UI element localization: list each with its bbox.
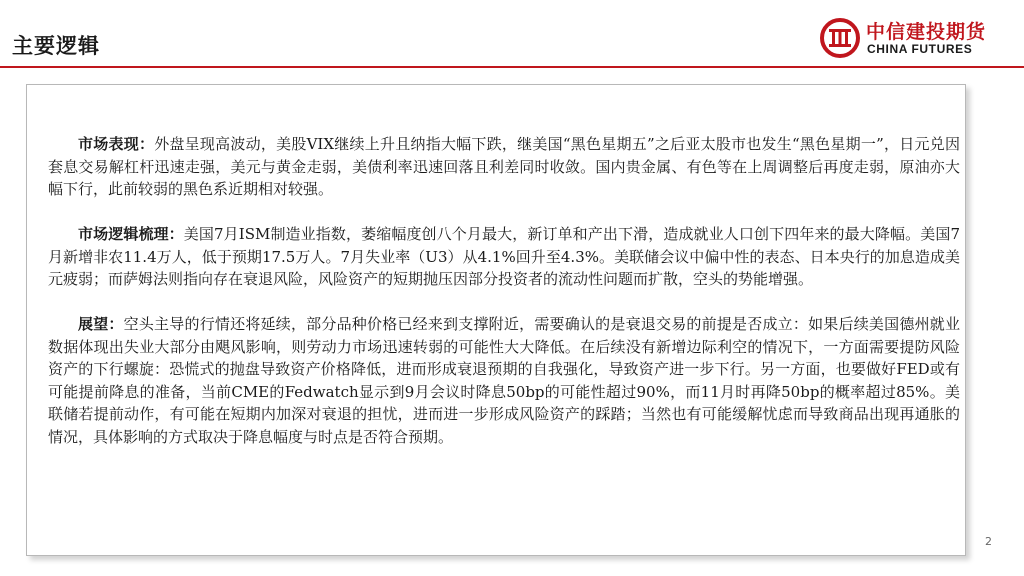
logo-name-en: CHINA FUTURES: [867, 42, 973, 56]
paragraph-label: 展望：: [78, 315, 124, 333]
paragraph-market-logic: [48, 223, 960, 291]
citic-logo-icon: [820, 18, 860, 58]
paragraph-text: 美国7月ISM制造业指数，萎缩幅度创八个月最大，新订单和产出下滑，造成就业人口创下四年来的最大降幅。美国7月新增非农11.4万人，低于预期17.5万人。7月失业率（U3）从4.1%回升至4.3%。美联储会议中偏中性的表态、日本央行的加息造成美元疲弱；而萨姆法则指向存在衰退风险，风险资产的短期抛压因部分投资者的流动性问题而扩散，空头的势能增强。: [48, 225, 960, 288]
content-body: [48, 133, 960, 448]
page-title: 主要逻辑: [12, 34, 100, 58]
company-logo: [820, 16, 1020, 60]
paragraph-outlook: [48, 313, 960, 448]
header-divider: [0, 66, 1024, 68]
paragraph-market-performance: [48, 133, 960, 201]
paragraph-text: 外盘呈现高波动，美股VIX继续上升且纳指大幅下跌，继美国“黑色星期五”之后亚太股市也发生“黑色星期一”，日元兑因套息交易解杠杆迅速走强，美元与黄金走弱，美债利率迅速回落且利差同时收敛。国内贵金属、有色等在上周调整后再度走弱，原油亦大幅下行，此前较弱的黑色系近期相对较强。: [48, 135, 960, 198]
paragraph-label: 市场表现：: [78, 135, 155, 153]
page-number: 2: [985, 535, 992, 548]
logo-name-cn: 中信建投期货: [866, 21, 987, 43]
paragraph-label: 市场逻辑梳理：: [78, 225, 184, 243]
paragraph-text: 空头主导的行情还将延续，部分品种价格已经来到支撑附近，需要确认的是衰退交易的前提是否成立：如果后续美国德州就业数据体现出失业大部分由飓风影响，则劳动力市场迅速转弱的可能性大大降低。在后续没有新增边际利空的情况下，一方面需要提防风险资产的下行螺旋：恐慌式的抛盘导致资产价格降低，进而形成衰退预期的自我强化，导致资产进一步下行。另一方面，也要做好FED或有可能提前降息的准备，当前CME的Fedwatch显示到9月会议时降息50bp的可能性超过90%，而11月时再降50bp的概率超过85%。美联储若提前动作，有可能在短期内加深对衰退的担忧，进而进一步形成风险资产的踩踏；当然也有可能缓解忧虑而导致商品出现再通胀的情况，具体影响的方式取决于降息幅度与时点是否符合预期。: [48, 315, 960, 446]
